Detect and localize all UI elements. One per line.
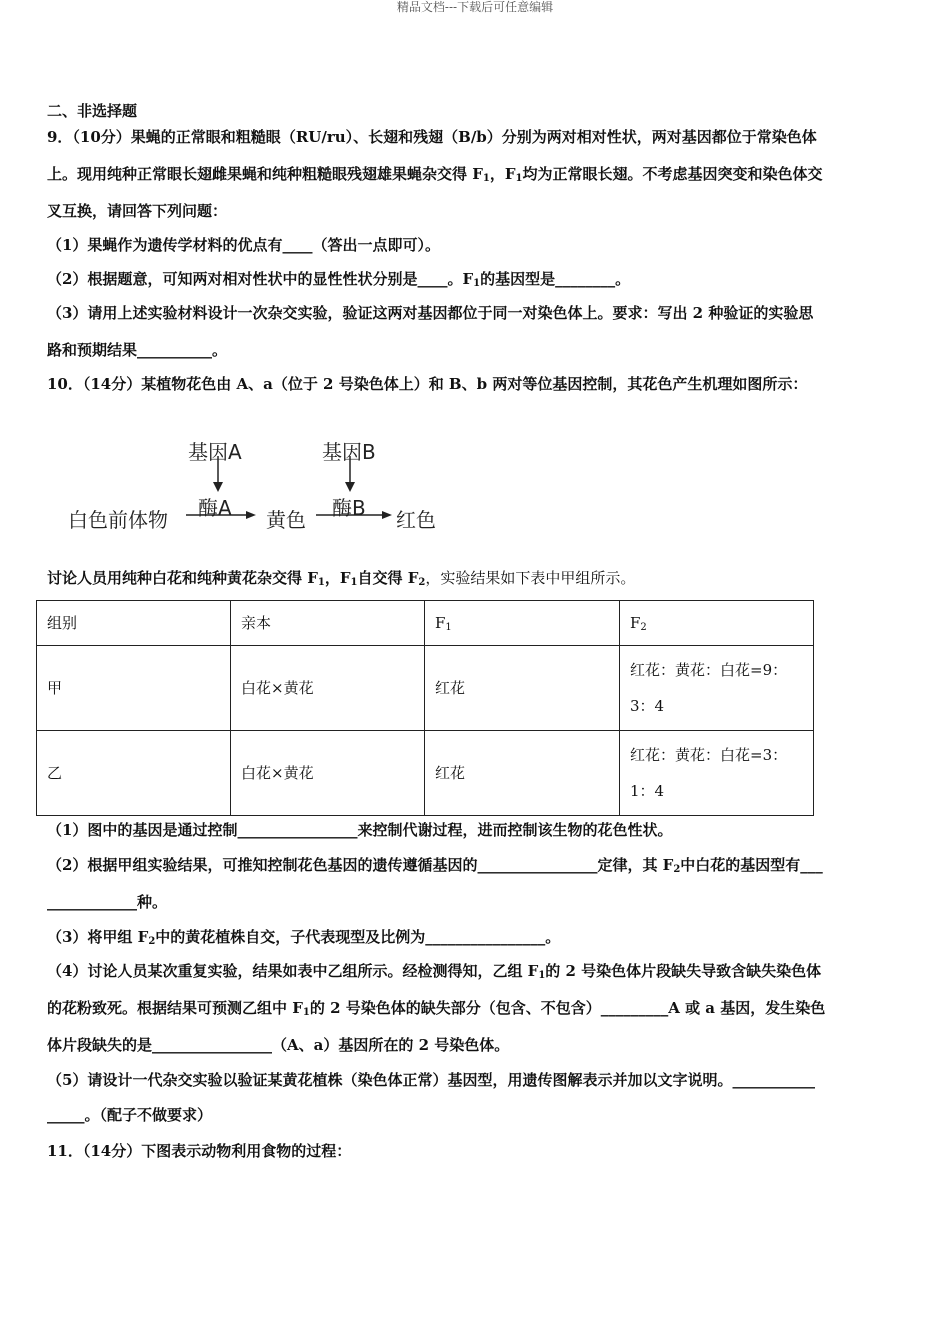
cell-group: 甲 [37, 646, 231, 731]
q9-sub2: （2）根据题意，可知两对相对性状中的显性性状分别是____。$F_1$的基因型是________。 [47, 270, 631, 289]
q10-sub3: （3）将甲组 $F_2$中的黄花植株自交，子代表现型及比例为________________。 [47, 928, 561, 947]
enzyme-b-label: 酶B [332, 496, 366, 520]
header-group: 组别 [37, 601, 231, 646]
cell-f1: 红花 [425, 731, 620, 816]
q9-line2: 上。现用纯种正常眼长翅雌果蝇和纯种粗糙眼残翅雄果蝇杂交得 $F_1$，$F_1$均为正常眼长翅。不考虑基因突变和染色体交 [47, 165, 823, 184]
enzyme-a-label: 酶A [198, 496, 232, 520]
q9-sub3: （3）请用上述实验材料设计一次杂交实验，验证这两对基因都位于同一对染色体上。要求：写出 2 种验证的实验思 [47, 304, 814, 322]
table-row [37, 646, 814, 731]
q9-line1: 9．（10分）果蝇的正常眼和粗糙眼（RU/ru）、长翅和残翅（B/b）分别为两对相对性状，两对基因都位于常染色体 [47, 128, 817, 146]
header-f1: $F_1$ [425, 601, 620, 646]
q10-sub5-cont: _____。（配子不做要求） [47, 1106, 213, 1124]
cell-f2: 红花：黄花：白花=9：3：4 [620, 646, 814, 731]
q10-intro: 讨论人员用纯种白花和纯种黄花杂交得 $F_1$，$F_1$自交得 $F_2$，实验结果如下表中甲组所示。 [47, 569, 636, 588]
q10-sub4: （4）讨论人员某次重复实验，结果如表中乙组所示。经检测得知，乙组 $F_1$的 2 号染色体片段缺失导致含缺失染色体 [47, 962, 822, 981]
header-parents: 亲本 [231, 601, 425, 646]
gene-a-label: 基因A [188, 440, 242, 464]
cell-group: 乙 [37, 731, 231, 816]
table-header-row [37, 601, 814, 646]
section-title: 二、非选择题 [47, 102, 138, 120]
experiment-table [36, 600, 814, 816]
q11-line1: 11．（14分）下图表示动物利用食物的过程： [47, 1142, 352, 1160]
q9-sub3-cont: 路和预期结果__________。 [47, 341, 228, 359]
page-header: 精品文档---下载后可任意编辑 [396, 0, 554, 14]
white-precursor-label: 白色前体物 [68, 508, 168, 532]
q10-sub1: （1）图中的基因是通过控制________________来控制代谢过程，进而控制该生物的花色性状。 [47, 821, 673, 839]
cell-f2: 红花：黄花：白花=3：1：4 [620, 731, 814, 816]
q10-sub4-cont2: 体片段缺失的是________________（A、a）基因所在的 2 号染色体。 [47, 1036, 510, 1054]
cell-parents: 白花×黄花 [231, 646, 425, 731]
q10-sub4-cont1: 的花粉致死。根据结果可预测乙组中 $F_1$的 2 号染色体的缺失部分（包含、不包含）_________A 或 a 基因，发生染色 [47, 999, 826, 1018]
red-label: 红色 [396, 508, 436, 532]
q10-sub2-cont: ____________种。 [47, 893, 168, 911]
q9-sub1: （1）果蝇作为遗传学材料的优点有____（答出一点即可）。 [47, 236, 440, 254]
cell-parents: 白花×黄花 [231, 731, 425, 816]
table-row [37, 731, 814, 816]
header-f2: $F_2$ [620, 601, 814, 646]
q9-line3: 叉互换，请回答下列问题： [47, 202, 228, 220]
q10-sub2: （2）根据甲组实验结果，可推知控制花色基因的遗传遵循基因的________________定律，其 $F_2$中白花的基因型有___ [47, 856, 823, 875]
q10-line1: 10．（14分）某植物花色由 A、a（位于 2 号染色体上）和 B、b 两对等位基因控制，其花色产生机理如图所示： [47, 375, 808, 393]
yellow-label: 黄色 [266, 508, 306, 532]
flower-color-mechanism-diagram [60, 420, 480, 540]
q10-sub5: （5）请设计一代杂交实验以验证某黄花植株（染色体正常）基因型，用遗传图解表示并加以文字说明。___________ [47, 1071, 815, 1089]
gene-b-label: 基因B [322, 440, 376, 464]
cell-f1: 红花 [425, 646, 620, 731]
